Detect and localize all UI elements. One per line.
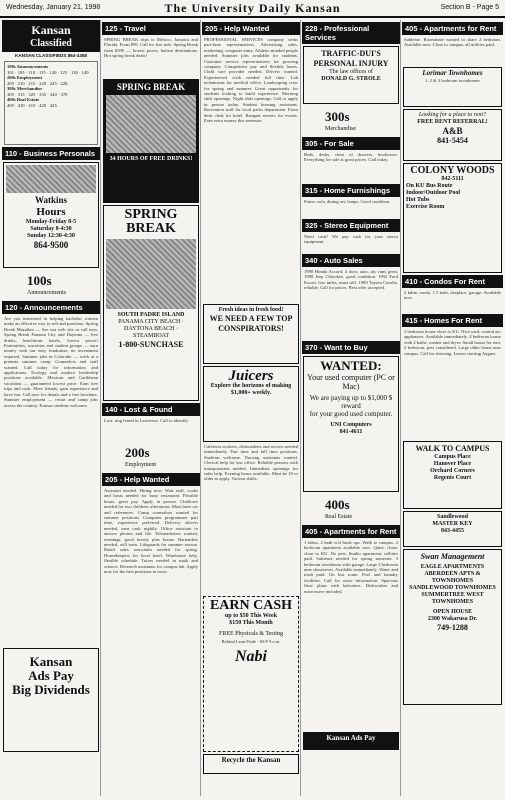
strole-law-ad: TRAFFIC-DUI'S PERSONAL INJURY The law offices of DONALD G. STROLE: [303, 46, 399, 104]
header-date: Wednesday, January 21, 1998: [6, 4, 101, 11]
column-1: [2, 20, 101, 796]
wanted-computer-ad: WANTED: Your used computer (PC or Mac) We are paying up to $1,000 $ reward for your good used computer. UNI Computers 841-4611: [303, 356, 399, 492]
section-apartments-for-rent-2: 405 - Apartments for Rent: [402, 22, 503, 35]
beach-photo: [106, 239, 196, 309]
kansan-ads-pay-footer: Kansan Ads Pay: [303, 732, 399, 750]
swan-logo: Swan Management: [420, 552, 485, 561]
recycle-kansan-ad: Recycle the Kansan: [203, 754, 299, 774]
walk-to-campus-ad: WALK TO CAMPUS Campus Place Hanover Place Orchard Corners Regents Court: [403, 441, 502, 509]
section-help-wanted-2: 205 - Help Wanted: [202, 22, 300, 35]
section-home-furnishings: 315 - Home Furnishings: [302, 184, 400, 197]
employment-banner: 200s Employment: [125, 445, 156, 468]
section-help-wanted: 205 - Help Wanted: [102, 473, 200, 486]
kansan-classified-logo: Kansan Classified: [2, 20, 100, 52]
for-sale-text: Beds, desks, chest of drawers, bookcases. Everything for sale at great prices. Call today.: [304, 152, 398, 163]
header-section: Section B - Page 5: [440, 4, 499, 11]
classified-phone-line: KANSAN CLASSIFIEDS 864-4358: [15, 53, 87, 58]
section-stereo-equipment: 325 - Stereo Equipment: [302, 219, 400, 232]
nabi-logo: Nabi: [235, 648, 267, 666]
announcements-banner: 100s Announcements: [27, 273, 66, 296]
hours-title: Hours: [36, 206, 66, 218]
aandb-rent-referral-ad: Looking for a place to rent? FREE RENT REFERRAL! A&B 841-5454: [403, 109, 502, 161]
stereo-text: Need cash? We pay cash for your stereo equipment.: [304, 234, 398, 245]
announcement-text: Are you interested in helping bachelor women make an effective way to sell and purchase. Spring Break Mazatlan — See our web site or call now. Spring Break Panama City and Daytona — free drinks, beachfront hotels, lowest prices! Fraternities, sororities and student groups — earn money with our easy fundraiser, no investment required. Summer jobs in Colorado — work at a premier summer camp. Counselors and staff wanted. Call today for information and applications. Ecology and outdoor leadership positions available. Mexican and Caribbean vacations — guaranteed lowest price. Earn free trips and cash. Meet friends, gain experience and have fun. Call now for details and a free brochure. Summer employment — resort and camp jobs across the country. Kansas students welcome.: [4, 316, 98, 408]
classified-index: 100s Announcements 101 · 105 · 110 · 115 · 120 · 125 · 130 · 140 200s Employment 205 · 210 · 215 · 220 · 225 · 228 300s Merchandise 305 · 315 · 325 · 335 · 340 · 370 400s Real Estate 405 · 410 · 415 · 420 · 425: [4, 61, 98, 145]
travel-text: SPRING BREAK trips to Mexico, Jamaica and Florida. From $99. Call for free info. Spring Break from $399 — lowest prices, hottest destinations. Hot spring break deals!: [104, 37, 198, 59]
apartments-text: 1 bdrm, 2 bath w/d hook ups. Walk to campus. 2 bedroom apartment available now. Quiet, clean, close to KU. No pets. Studio apartment, utilities paid. Sublease needed for spring semester. 3 bedroom townhouse with garage. Large 2 bedroom near downtown. Available immediately. Water and trash paid. On bus route. Pool and laundry facilities. Call for more information. Spacious floor plans with balconies. Dishwasher and microwave included.: [304, 540, 398, 594]
lost-found-text: Lost: ring found in Lawrence. Call to identify.: [104, 418, 189, 423]
colony-woods-ad: COLONY WOODS 842-5111 On KU Bus Route Indoor/Outdoor Pool Hot Tubs Exercise Room: [403, 163, 502, 273]
section-for-sale: 305 - For Sale: [302, 137, 400, 150]
section-homes-for-rent: 415 - Homes For Rent: [402, 314, 503, 327]
spring-break-photo: [106, 95, 196, 153]
spring-break-free-drinks-ad: SPRING BREAK 34 HOURS OF FREE DRINKS!: [103, 79, 199, 203]
fresh-ideas-ad: Fresh ideas in fresh food! WE NEED A FEW TOP CONSPIRATORS!: [203, 304, 299, 364]
help-wanted-text-3: Cafeteria workers, dishwashers and servers needed immediately. Part time and full time positions. Students welcome. Nursing assistants wanted. Clerical help for law office. Reliable persons with transportation needed. Immediate openings for sales help. Evening hours available. Must be 18 or older to apply. Various shifts.: [204, 444, 298, 482]
condo-text: 2 bdrm condo, 1.5 bath, fireplace, garage. Available now.: [404, 290, 501, 301]
section-lost-found: 140 - Lost & Found: [102, 403, 200, 416]
watkins-phone: 864-9500: [33, 240, 69, 250]
sandlewood-master-key-ad: Sandlewood MASTER KEY 843-4455: [403, 511, 502, 547]
section-professional-services: 228 - Professional Services: [302, 22, 400, 44]
watkins-ad: Watkins Hours Monday-Friday 8-5 Saturday 8-4:30 Sunday 12:30-4:30 864-9500: [3, 162, 99, 268]
section-business-personals: 110 - Business Personals: [2, 147, 100, 160]
section-travel: 125 - Travel: [102, 22, 200, 35]
help-wanted-text-2: PROFESSIONAL SERVICES company seeks part-time representatives. Advertising sales, marketing, computer entry. Athletic minded people needed. Summer jobs available for students. Customer service representatives for growing company. Competitive pay and flexible hours. Child care provider needed. Drivers wanted. Experienced cook needed full time. Lab technicians for medical office. Landscaping crew for spring and summer. Great opportunity for students looking to build experience. Morning shift openings. Night shift openings. Call or apply in person today. Student housing assistants. Recreation staff for local parks department. Front desk clerk for hotel. Banquet servers for events. Earn extra money this semester.: [204, 37, 298, 124]
section-announcements: 120 - Announcements: [2, 301, 100, 314]
column-2: [102, 20, 201, 796]
header-paper-name: The University Daily Kansan: [164, 1, 341, 15]
help-wanted-text: Assistant needed. Hiring now. Wait staff, cooks and hosts needed for busy restaurant. Flexible hours, great pay. Apply in person. Childcare needed for two children, afternoons. Must have car and references. Camp counselors wanted for summer positions. Computer programmer part time, experience preferred. Delivery drivers needed, earn cash nightly. Office assistant to answer phones and file. Telemarketers wanted, evenings, good hourly plus bonus. Bartenders needed, will train. Lifeguards for summer season. Retail sales associates needed for spring. Housekeepers for local hotel. Warehouse help, flexible schedule. Tutors needed in math and science. Research assistants for campus lab. Apply now for the best positions in town.: [104, 488, 198, 575]
homes-text: 3 bedroom house close to KU. Nice yard, central air, appliances. Available immediately. 4 bedroom house with 2 baths, washer and dryer. Small house for rent, 2 bedroom, pets considered. Large older home near campus. Call for showing. Leases starting August.: [404, 329, 501, 356]
column-5: [402, 20, 503, 796]
section-auto-sales: 340 - Auto Sales: [302, 254, 400, 267]
juicers-ad: Juicers Explore the horizons of making $1,000+ weekly.: [203, 366, 299, 442]
column-4: [302, 20, 401, 796]
page-header: [0, 0, 505, 18]
kansan-ads-pay-ad: Kansan Ads Pay Big Dividends: [3, 648, 99, 752]
furnishings-text: Futon, sofa, dining set, lamps. Good condition.: [304, 199, 391, 204]
aandb-logo: A&B: [442, 126, 463, 136]
earn-cash-plasma-ad: EARN CASH up to $50 This Week $150 This Month FREE Physicals & Testing Behind Lean Pride · M-F 9 a.m. Nabi: [203, 596, 299, 752]
real-estate-banner: 400s Real Estate: [325, 497, 353, 520]
lorimar-townhomes-ad: Lorimar Townhomes 1, 2 & 3 bedroom townhomes: [403, 67, 502, 107]
merchandise-banner: 300s Merchandise: [325, 109, 356, 132]
column-3: [202, 20, 301, 796]
spring-break-beach-ad: SPRING BREAK SOUTH PADRE ISLAND PANAMA CITY BEACH · DAYTONA BEACH · STEAMBOAT 1-800-SUNCHASE: [103, 205, 199, 401]
auto-text: 1990 Honda Accord, 4 door, auto, air, runs great. 1988 Jeep Cherokee, good condition. 1992 Ford Escort, low miles, must sell. 1989 Toyota Corolla, reliable. Call for prices. Best offer accepted.: [304, 269, 398, 291]
section-want-to-buy: 370 - Want to Buy: [302, 341, 400, 354]
section-apartments-for-rent: 405 - Apartments for Rent: [302, 525, 400, 538]
watkins-logo-image: [6, 165, 96, 193]
section-condos-for-rent: 410 - Condos For Rent: [402, 275, 503, 288]
apt-text-top: Sublease. Roommate wanted to share 2 bedroom. Available now. Close to campus, all utilities paid.: [404, 37, 501, 48]
swan-management-ad: Swan Management EAGLE APARTMENTS ABERDEEN APTS & TOWNHOMES SANDLEWOOD TOWNHOMES SUMMERTREE WEST TOWNHOMES OPEN HOUSE 2300 Wakarusa Dr. 749-1288: [403, 549, 502, 705]
colony-woods-logo: COLONY WOODS: [410, 165, 495, 176]
